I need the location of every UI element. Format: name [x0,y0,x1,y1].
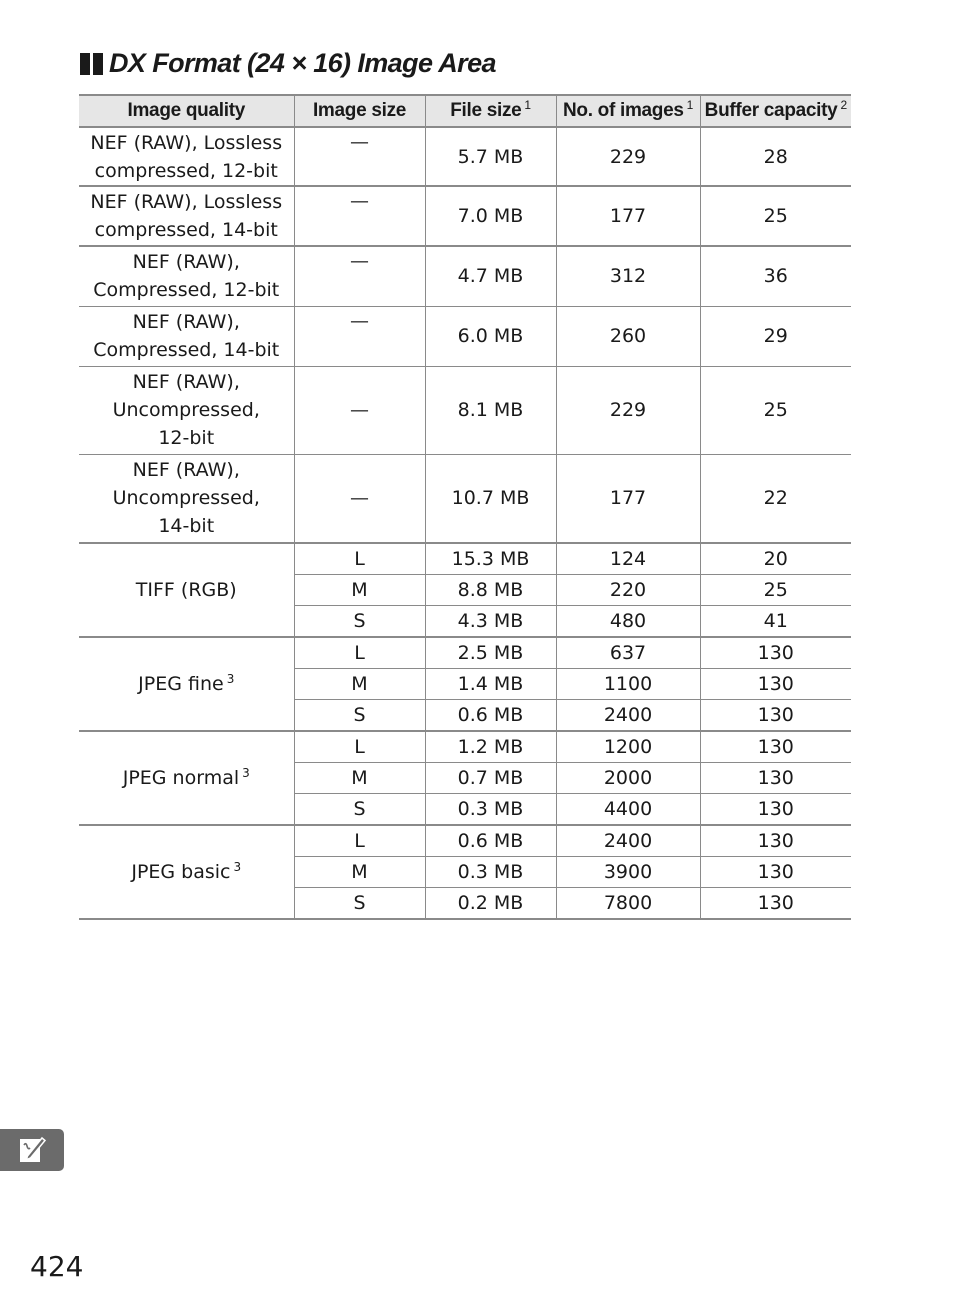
images-cell: 229 [556,366,700,454]
images-cell: 177 [556,454,700,543]
images-cell: 177 [556,186,700,246]
file-size-cell: 0.2 MB [425,888,556,920]
buffer-cell: 28 [700,127,851,186]
images-cell: 220 [556,575,700,606]
table-row [79,543,851,575]
table-row [79,366,851,454]
size-cell: M [294,763,425,794]
quality-cell: NEF (RAW), Lossless compressed, 12-bit [79,127,294,186]
images-cell: 124 [556,543,700,575]
file-size-cell: 1.4 MB [425,669,556,700]
image-area-table [79,94,851,920]
quality-cell: NEF (RAW), Compressed, 12-bit [79,246,294,306]
footnote-ref: 1 [686,98,694,112]
header-image-size: Image size [294,95,425,127]
footnote-ref: 3 [242,766,250,780]
size-cell: — [294,127,425,186]
file-size-cell: 5.7 MB [425,127,556,186]
images-cell: 1200 [556,731,700,763]
section-heading [80,48,496,79]
quality-cell: TIFF (RGB) [79,543,294,637]
file-size-cell: 10.7 MB [425,454,556,543]
buffer-cell: 130 [700,700,851,732]
file-size-cell: 0.6 MB [425,825,556,857]
file-size-cell: 0.6 MB [425,700,556,732]
footnote-ref: 3 [233,860,242,874]
table-row [79,731,851,763]
size-cell: — [294,366,425,454]
images-cell: 2400 [556,700,700,732]
file-size-cell: 1.2 MB [425,731,556,763]
file-size-cell: 2.5 MB [425,637,556,669]
footnote-ref: 3 [226,672,235,686]
file-size-cell: 15.3 MB [425,543,556,575]
size-cell: — [294,246,425,306]
header-image-quality: Image quality [79,95,294,127]
table-row [79,306,851,366]
images-cell: 3900 [556,857,700,888]
size-cell: — [294,186,425,246]
buffer-cell: 130 [700,731,851,763]
quality-cell: NEF (RAW), Uncompressed, 14-bit [79,454,294,543]
images-cell: 637 [556,637,700,669]
size-cell: M [294,857,425,888]
images-cell: 480 [556,606,700,638]
size-cell: — [294,306,425,366]
file-size-cell: 6.0 MB [425,306,556,366]
quality-cell: NEF (RAW), Lossless compressed, 14-bit [79,186,294,246]
table-row [79,825,851,857]
file-size-cell: 0.7 MB [425,763,556,794]
size-cell: S [294,606,425,638]
buffer-cell: 130 [700,669,851,700]
table-row [79,246,851,306]
size-cell: L [294,637,425,669]
quality-cell: NEF (RAW), Uncompressed, 12-bit [79,366,294,454]
buffer-cell: 25 [700,575,851,606]
size-cell: M [294,575,425,606]
buffer-cell: 25 [700,186,851,246]
size-cell: — [294,454,425,543]
file-size-cell: 0.3 MB [425,857,556,888]
quality-cell: NEF (RAW), Compressed, 14-bit [79,306,294,366]
file-size-cell: 0.3 MB [425,794,556,826]
images-cell: 260 [556,306,700,366]
buffer-cell: 130 [700,763,851,794]
notes-pencil-icon [0,1129,64,1171]
buffer-cell: 36 [700,246,851,306]
table-row [79,454,851,543]
images-cell: 7800 [556,888,700,920]
images-cell: 2400 [556,825,700,857]
size-cell: S [294,794,425,826]
images-cell: 1100 [556,669,700,700]
table-row [79,637,851,669]
buffer-cell: 29 [700,306,851,366]
section-marker-icon [80,53,103,75]
header-no-of-images: No. of images $^1$ [556,95,700,127]
size-cell: L [294,731,425,763]
quality-cell: JPEG normal $^3$ [79,731,294,825]
table-row [79,127,851,186]
images-cell: 2000 [556,763,700,794]
header-file-size: File size $^1$ [425,95,556,127]
buffer-cell: 130 [700,857,851,888]
size-cell: S [294,888,425,920]
header-buffer-capacity: Buffer capacity $^2$ [700,95,851,127]
images-cell: 4400 [556,794,700,826]
buffer-cell: 130 [700,825,851,857]
buffer-cell: 130 [700,888,851,920]
buffer-cell: 22 [700,454,851,543]
size-cell: L [294,825,425,857]
buffer-cell: 41 [700,606,851,638]
table-header-row [79,95,851,127]
buffer-cell: 130 [700,794,851,826]
file-size-cell: 4.7 MB [425,246,556,306]
quality-cell: JPEG fine $^3$ [79,637,294,731]
buffer-cell: 25 [700,366,851,454]
file-size-cell: 8.8 MB [425,575,556,606]
section-title: DX Format (24 × 16) Image Area [109,48,496,78]
quality-cell: JPEG basic $^3$ [79,825,294,919]
page-number: 424 [30,1250,84,1283]
buffer-cell: 20 [700,543,851,575]
footnote-ref: 2 [840,98,847,112]
buffer-cell: 130 [700,637,851,669]
file-size-cell: 4.3 MB [425,606,556,638]
size-cell: M [294,669,425,700]
footnote-ref: 1 [524,98,531,112]
images-cell: 312 [556,246,700,306]
table-row [79,186,851,246]
size-cell: S [294,700,425,732]
file-size-cell: 8.1 MB [425,366,556,454]
size-cell: L [294,543,425,575]
images-cell: 229 [556,127,700,186]
file-size-cell: 7.0 MB [425,186,556,246]
